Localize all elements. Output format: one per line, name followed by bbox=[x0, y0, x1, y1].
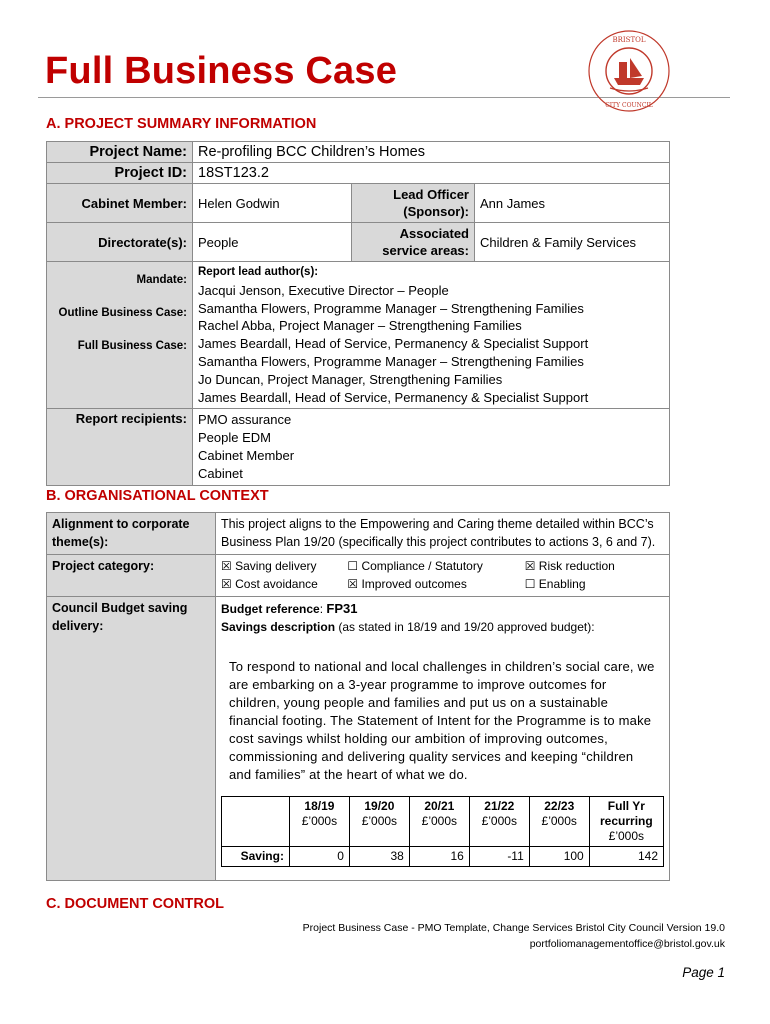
recipient-item: Cabinet Member bbox=[198, 447, 295, 463]
logo-text-top: BRISTOL bbox=[612, 36, 646, 44]
savings-row-label: Saving: bbox=[222, 847, 290, 867]
section-a-heading: A. PROJECT SUMMARY INFORMATION bbox=[46, 116, 317, 132]
budget-saving-label: Council Budget saving delivery: bbox=[47, 597, 216, 881]
savings-col-header: 18/19 £’000s bbox=[289, 797, 349, 847]
savings-value: 0 bbox=[289, 847, 349, 867]
lead-officer-label: Lead Officer (Sponsor): bbox=[352, 184, 475, 223]
cabinet-member-label: Cabinet Member: bbox=[47, 184, 193, 223]
project-id-label: Project ID: bbox=[47, 163, 193, 184]
recipients-label: Report recipients: bbox=[47, 409, 193, 485]
project-summary-table bbox=[46, 141, 670, 486]
author-item: Samantha Flowers, Programme Manager – Strengthening Families bbox=[198, 353, 584, 369]
recipient-item: People EDM bbox=[198, 430, 271, 446]
category-options bbox=[216, 555, 670, 597]
category-checkbox[interactable]: ☒ Improved outcomes bbox=[347, 576, 467, 591]
organisational-context-table bbox=[46, 512, 670, 881]
document-title: Full Business Case bbox=[45, 50, 398, 92]
savings-description: Savings description (as stated in 18/19 and 19/20 approved budget): bbox=[221, 619, 595, 634]
author-item: Jacqui Jenson, Executive Director – People bbox=[198, 282, 449, 298]
author-item: Jo Duncan, Project Manager, Strengthening Families bbox=[198, 371, 503, 387]
savings-value: 16 bbox=[409, 847, 469, 867]
project-name-value: Re-profiling BCC Children’s Homes bbox=[193, 142, 670, 163]
savings-paragraph: To respond to national and local challenges in children’s social care, we are embarking on a 3-year programme to improve outcomes for children, young people and families and put us on a sustainable financial footing. The Statement of Intent for the Programme is to make cost savings whilst holding our ambition of improving outcomes, commissioning and delivering quality services and keeping “children and families” at the heart of what we do. bbox=[229, 659, 655, 782]
budget-saving-cell bbox=[216, 597, 670, 881]
project-name-label: Project Name: bbox=[47, 142, 193, 163]
savings-value: 38 bbox=[349, 847, 409, 867]
author-item: James Beardall, Head of Service, Permanency & Specialist Support bbox=[198, 336, 589, 352]
recipient-item: PMO assurance bbox=[198, 412, 292, 428]
recipient-item: Cabinet bbox=[198, 465, 243, 481]
savings-value: 142 bbox=[589, 847, 663, 867]
savings-col-header: Full Yr recurring £’000s bbox=[589, 797, 663, 847]
category-checkbox[interactable]: ☒ Saving delivery bbox=[221, 559, 317, 573]
logo-text-bottom: CITY COUNCIL bbox=[605, 102, 653, 109]
footer-email-link[interactable]: portfoliomanagementoffice@bristol.gov.uk bbox=[529, 938, 725, 950]
outline-business-case-label: Outline Business Case: bbox=[58, 307, 187, 319]
category-label: Project category: bbox=[47, 555, 216, 597]
savings-col-header: 22/23 £’000s bbox=[529, 797, 589, 847]
footer-template-line: Project Business Case - PMO Template, Change Services Bristol City Council Version 19.0 bbox=[302, 922, 725, 934]
author-item: James Beardall, Head of Service, Permanency & Specialist Support bbox=[198, 389, 589, 405]
alignment-text: This project aligns to the Empowering and Caring theme detailed within BCC’s Business Plan 19/20 (specifically this project contributes to actions 3, 6 and 7). bbox=[216, 513, 670, 555]
savings-value: -11 bbox=[469, 847, 529, 867]
service-areas-value: Children & Family Services bbox=[475, 223, 670, 262]
savings-col-header: 19/20 £’000s bbox=[349, 797, 409, 847]
alignment-label: Alignment to corporate theme(s): bbox=[47, 513, 216, 555]
full-business-case-label: Full Business Case: bbox=[77, 340, 187, 352]
author-item: Rachel Abba, Project Manager – Strengthening Families bbox=[198, 318, 522, 334]
lead-officer-value: Ann James bbox=[475, 184, 670, 223]
section-c-heading: C. DOCUMENT CONTROL bbox=[46, 896, 225, 912]
savings-value: 100 bbox=[529, 847, 589, 867]
bristol-city-council-logo bbox=[586, 28, 672, 114]
footer bbox=[303, 920, 725, 952]
recipients-cell bbox=[193, 409, 670, 485]
category-checkbox[interactable]: ☒ Cost avoidance bbox=[221, 576, 318, 591]
cabinet-member-value: Helen Godwin bbox=[193, 184, 352, 223]
category-checkbox[interactable]: ☐ Enabling bbox=[524, 576, 586, 591]
mandate-label: Mandate: bbox=[136, 274, 187, 286]
category-checkbox[interactable]: ☒ Risk reduction bbox=[524, 559, 615, 573]
section-b-heading: B. ORGANISATIONAL CONTEXT bbox=[46, 488, 269, 504]
author-item: Samantha Flowers, Programme Manager – Strengthening Families bbox=[198, 300, 584, 316]
project-id-value: 18ST123.2 bbox=[193, 163, 670, 184]
page-number: Page 1 bbox=[682, 965, 725, 980]
service-areas-label: Associated service areas: bbox=[352, 223, 475, 262]
category-checkbox[interactable]: ☐ Compliance / Statutory bbox=[347, 559, 483, 573]
budget-reference: Budget reference: FP31 bbox=[221, 601, 358, 616]
directorates-value: People bbox=[193, 223, 352, 262]
authors-heading: Report lead author(s): bbox=[198, 266, 319, 278]
savings-col-header: 21/22 £’000s bbox=[469, 797, 529, 847]
directorates-label: Directorate(s): bbox=[47, 223, 193, 262]
authors-cell bbox=[193, 262, 670, 409]
savings-table bbox=[221, 796, 664, 867]
savings-col-header: 20/21 £’000s bbox=[409, 797, 469, 847]
